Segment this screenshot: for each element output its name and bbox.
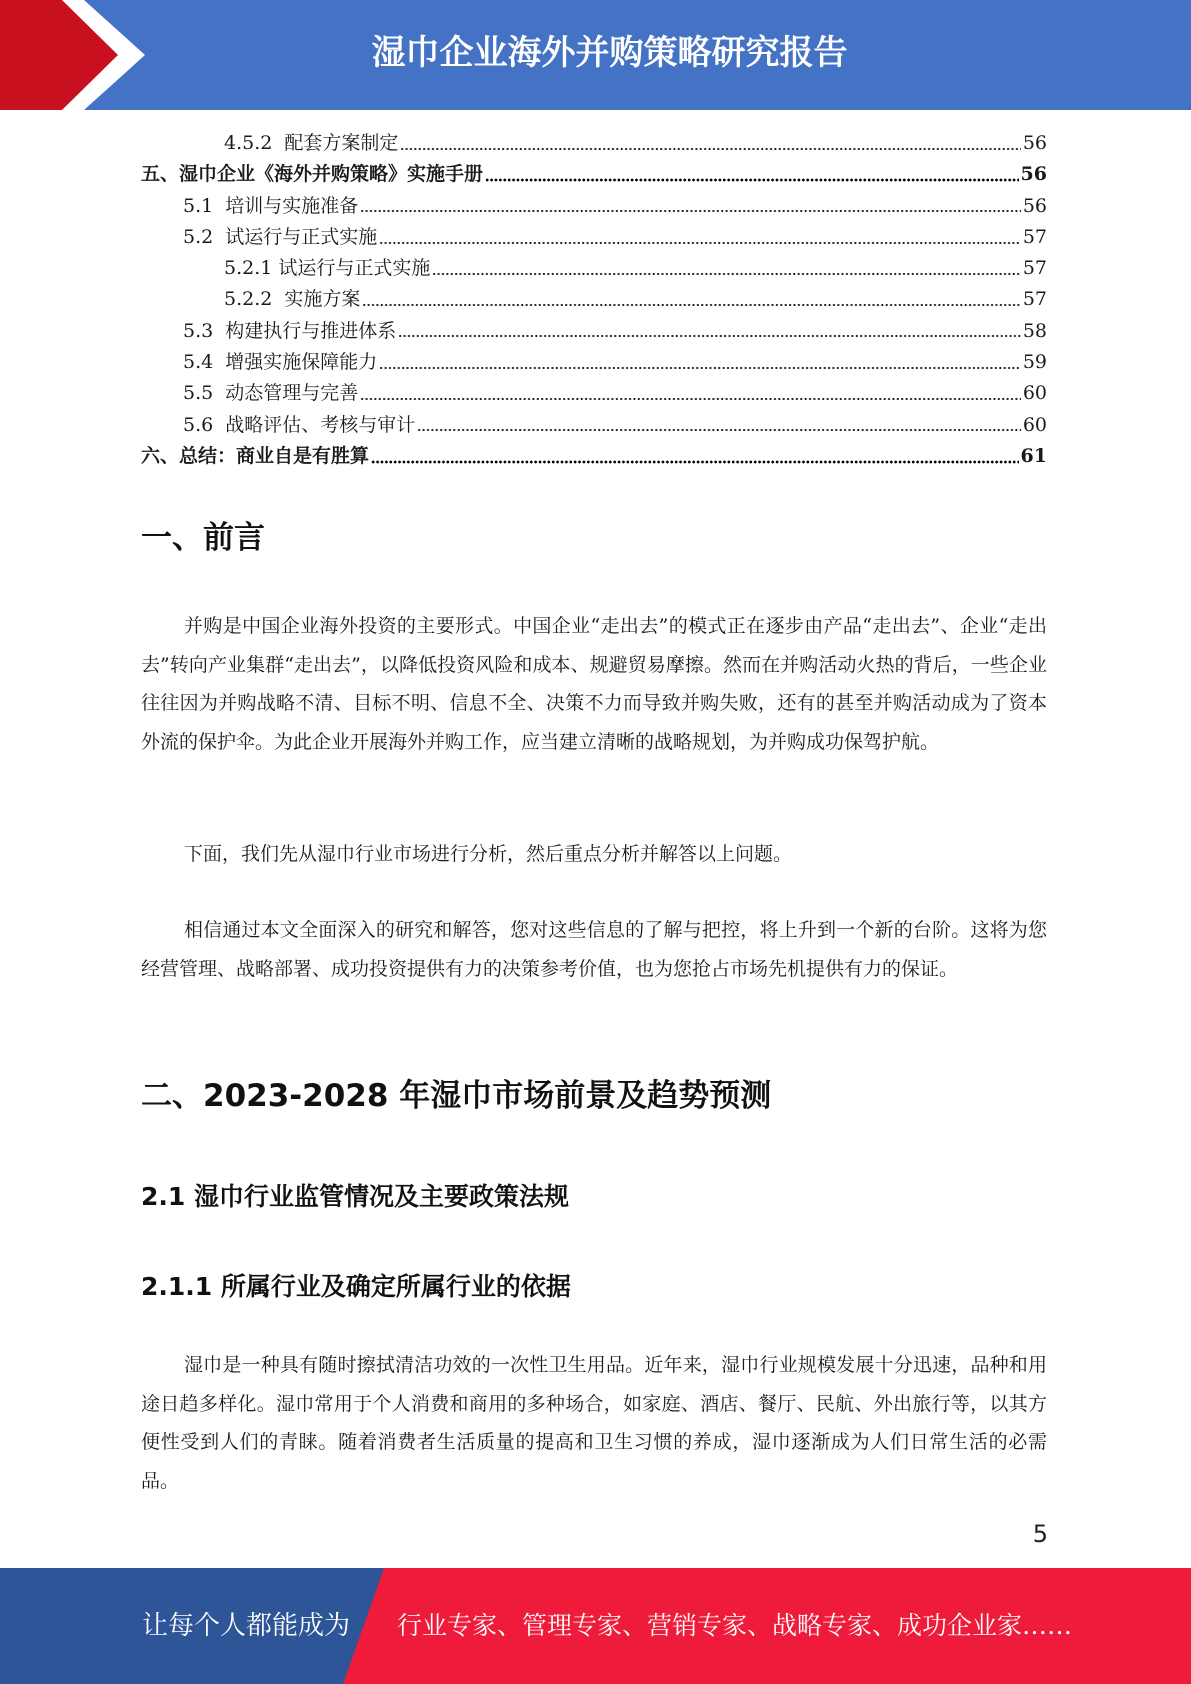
toc-entry-page: 56 bbox=[1022, 194, 1047, 217]
toc-entry-page: 57 bbox=[1022, 225, 1047, 248]
toc-leader-dots bbox=[362, 303, 1020, 308]
preface-paragraph-3: 相信通过本文全面深入的研究和解答，您对这些信息的了解与把控，将上升到一个新的台阶。这将为您经营管理、战略部署、成功投资提供有力的决策参考价值，也为您抢占市场先机提供有力的保证。 bbox=[141, 919, 1047, 980]
toc-entry-page: 61 bbox=[1020, 444, 1047, 467]
toc-entry[interactable] bbox=[141, 128, 1047, 159]
toc-entry-page: 57 bbox=[1022, 257, 1047, 280]
toc-entry[interactable] bbox=[141, 222, 1047, 253]
toc-entry[interactable] bbox=[141, 253, 1047, 284]
toc-entry-text: 5.6 战略评估、考核与审计 bbox=[183, 413, 416, 436]
toc-leader-dots bbox=[398, 334, 1021, 339]
toc-entry-page: 59 bbox=[1022, 351, 1047, 374]
toc-entry[interactable] bbox=[141, 410, 1047, 441]
forecast-paragraph: 湿巾是一种具有随时擦拭清洁功效的一次性卫生用品。近年来，湿巾行业规模发展十分迅速，品种和用途日趋多样化。湿巾常用于个人消费和商用的多种场合，如家庭、酒店、餐厅、民航、外出旅行等，以其方便性受到人们的青睐。随着消费者生活质量的提高和卫生习惯的养成，湿巾逐渐成为人们日常生活的必需品。 bbox=[141, 1354, 1047, 1492]
toc-leader-dots bbox=[379, 240, 1021, 245]
toc-leader-dots bbox=[417, 428, 1021, 433]
toc-entry-page: 56 bbox=[1020, 163, 1047, 186]
toc-entry-text: 5.2.1 试运行与正式实施 bbox=[224, 257, 431, 280]
page-number: 5 bbox=[1032, 1520, 1048, 1548]
subsection-heading-2-1: 2.1 湿巾行业监管情况及主要政策法规 bbox=[141, 1182, 569, 1211]
toc-entry-text: 五、湿巾企业《海外并购策略》实施手册 bbox=[141, 163, 484, 186]
toc-entry-page: 58 bbox=[1022, 319, 1047, 342]
toc-entry[interactable] bbox=[141, 378, 1047, 409]
toc-entry-text: 5.5 动态管理与完善 bbox=[183, 382, 359, 405]
preface-paragraph-1: 并购是中国企业海外投资的主要形式。中国企业“走出去”的模式正在逐步由产品“走出去”、企业“走出去”转向产业集群“走出去”，以降低投资风险和成本、规避贸易摩擦。然而在并购活动火热的背后，一些企业往往因为并购战略不清、目标不明、信息不全、决策不力而导致并购失败，还有的甚至并购活动成为了资本外流的保护伞。为此企业开展海外并购工作，应当建立清晰的战略规划，为并购成功保驾护航。 bbox=[141, 615, 1047, 753]
footer-slogan-left: 让每个人都能成为 bbox=[142, 1611, 351, 1641]
preface-heading: 一、前言 bbox=[141, 520, 265, 556]
toc-entry[interactable] bbox=[141, 284, 1047, 315]
toc-entry-text: 六、总结：商业自是有胜算 bbox=[141, 444, 370, 467]
report-title: 湿巾企业海外并购策略研究报告 bbox=[371, 33, 848, 73]
toc-leader-dots bbox=[485, 177, 1019, 182]
toc-leader-dots bbox=[432, 271, 1020, 276]
toc-entry[interactable] bbox=[141, 316, 1047, 347]
table-of-contents bbox=[141, 128, 1047, 472]
toc-entry[interactable] bbox=[141, 347, 1047, 378]
toc-entry[interactable] bbox=[141, 159, 1047, 190]
toc-entry-page: 60 bbox=[1022, 413, 1047, 436]
toc-entry-text: 5.4 增强实施保障能力 bbox=[183, 351, 378, 374]
toc-leader-dots bbox=[379, 365, 1021, 370]
footer-slogan-right: 行业专家、管理专家、营销专家、战略专家、成功企业家…… bbox=[397, 1611, 1073, 1640]
toc-entry[interactable] bbox=[141, 441, 1047, 472]
toc-entry[interactable] bbox=[141, 191, 1047, 222]
toc-leader-dots bbox=[360, 209, 1021, 214]
toc-entry-page: 60 bbox=[1022, 382, 1047, 405]
report-header bbox=[0, 0, 1191, 110]
subsection-heading-2-1-1: 2.1.1 所属行业及确定所属行业的依据 bbox=[141, 1272, 571, 1301]
toc-entry-page: 57 bbox=[1022, 288, 1047, 311]
toc-entry-text: 5.2.2 实施方案 bbox=[224, 288, 361, 311]
toc-entry-text: 5.2 试运行与正式实施 bbox=[183, 225, 378, 248]
toc-entry-text: 5.1 培训与实施准备 bbox=[183, 194, 359, 217]
toc-entry-text: 4.5.2 配套方案制定 bbox=[224, 132, 399, 154]
preface-paragraph-2: 下面，我们先从湿巾行业市场进行分析，然后重点分析并解答以上问题。 bbox=[184, 843, 793, 865]
toc-leader-dots bbox=[360, 397, 1021, 402]
toc-entry-text: 5.3 构建执行与推进体系 bbox=[183, 319, 397, 342]
toc-entry-page: 56 bbox=[1022, 132, 1047, 154]
forecast-heading: 二、2023-2028 年湿巾市场前景及趋势预测 bbox=[141, 1078, 772, 1114]
toc-leader-dots bbox=[400, 146, 1020, 151]
toc-leader-dots bbox=[371, 459, 1019, 464]
footer-banner bbox=[0, 1568, 1191, 1684]
